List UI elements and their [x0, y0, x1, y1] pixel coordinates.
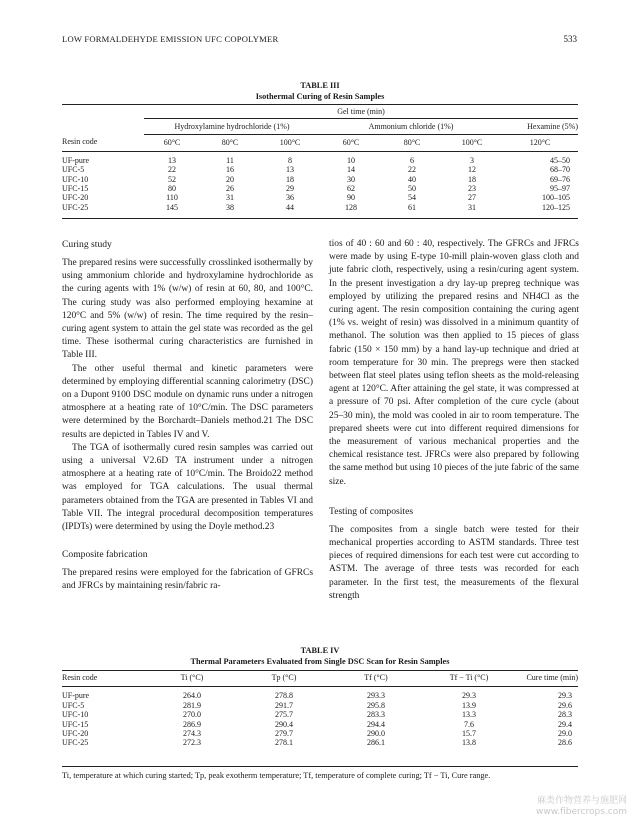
table3-cell: 120–125 — [542, 202, 570, 212]
table3-cell: 40 — [408, 174, 416, 184]
table3-group-hydroxylamine: Hydroxylamine hydrochloride (1%) — [144, 119, 320, 134]
table3-cell: 90 — [347, 193, 355, 203]
right-column — [329, 238, 579, 603]
table4-cell: 264.0 — [183, 691, 201, 701]
table3-cell: 22 — [168, 165, 176, 175]
table4-row — [62, 720, 578, 729]
table4-head: Tp (°C) — [271, 673, 297, 682]
table3-cell: UF-pure — [62, 155, 90, 165]
table4-cell: 274.3 — [183, 729, 201, 739]
running-title: LOW FORMALDEHYDE EMISSION UFC COPOLYMER — [62, 34, 279, 44]
table4-cell: 28.3 — [558, 710, 572, 720]
page-number: 533 — [563, 34, 577, 44]
table4-cell: 293.3 — [367, 691, 385, 701]
table4-cell: UFC-20 — [62, 729, 89, 739]
table3-group-ammonium: Ammonium chloride (1%) — [320, 119, 502, 134]
table3-cell: 18 — [286, 174, 294, 184]
table4-cell: 272.3 — [183, 738, 201, 748]
table4-cell: UFC-25 — [62, 738, 89, 748]
table4-label: TABLE IV — [300, 646, 340, 655]
table4-cell: 279.7 — [275, 729, 293, 739]
table3-cell: UFC-20 — [62, 193, 89, 203]
table4-cell: 29.6 — [558, 700, 572, 710]
table3-cell: 145 — [166, 202, 178, 212]
table3-cell: UFC-5 — [62, 165, 85, 175]
table3-cell: 14 — [347, 165, 355, 175]
table3-cell: 110 — [166, 193, 178, 203]
paragraph: The prepared resins were employed for the fabrication of GFRCs and JFRCs by maintaining resin/fabric ra- — [62, 568, 313, 592]
table4-head-row — [62, 673, 578, 687]
table4-cell: 286.9 — [183, 719, 201, 729]
table4-row — [62, 729, 578, 738]
table3-cell: 100–105 — [542, 193, 570, 203]
table3-cell: 80 — [168, 183, 176, 193]
table3-cell: 20 — [226, 174, 234, 184]
table3-temp: 60°C — [163, 137, 181, 147]
table3-cell: 31 — [468, 202, 476, 212]
table4-top-rule — [62, 670, 578, 671]
table3-cell: UFC-25 — [62, 202, 89, 212]
table4-cell: 290.4 — [275, 719, 293, 729]
table3-cell: 10 — [347, 155, 355, 165]
table3-cell: 8 — [288, 155, 292, 165]
table3-cell: 44 — [286, 202, 294, 212]
table4-caption — [62, 645, 578, 667]
table4-title: Thermal Parameters Evaluated from Single DSC Scan for Resin Samples — [190, 657, 450, 666]
table4-cell: 28.6 — [558, 738, 572, 748]
table4-cell: 29.3 — [462, 691, 476, 701]
table4-cell: 15.7 — [462, 729, 476, 739]
table4-cell: 290.0 — [367, 729, 385, 739]
table4-cell: UFC-5 — [62, 700, 85, 710]
table3-cell: UFC-10 — [62, 174, 89, 184]
section-heading-testing: Testing of composites — [329, 505, 414, 517]
table3-row — [62, 165, 578, 174]
table3-cell: 38 — [226, 202, 234, 212]
table3-row-header: Resin code — [62, 137, 98, 147]
table4-cell: 29.4 — [558, 719, 572, 729]
table4-cell: 278.8 — [275, 691, 293, 701]
table4-head: Ti (°C) — [180, 673, 204, 682]
table3-cell: 27 — [468, 193, 476, 203]
watermark-line: www.fibercrops.com — [536, 807, 627, 817]
table3-cell: 26 — [226, 183, 234, 193]
table3-temp-row — [62, 134, 578, 151]
table4-row — [62, 738, 578, 747]
table3-row — [62, 156, 578, 165]
table3-cell: 13 — [168, 155, 176, 165]
table4 — [62, 673, 578, 748]
table4-cell: UFC-10 — [62, 710, 89, 720]
table3-cell: 128 — [345, 202, 357, 212]
paragraph: The composites from a single batch were tested for their mechanical properties according to ASTM standards. Three test pieces of required dimensions for each test were cut according to ASTM. The average of three tests was recorded for each parameter. In the first test, the measurements of the flexural strength — [329, 524, 579, 601]
watermark-line: 麻类作物营养与施肥网 — [536, 796, 627, 806]
table4-row — [62, 710, 578, 719]
paragraph: tios of 40 : 60 and 60 : 40, respectively. The GFRCs and JFRCs were made by using E-type 10-mill plain-woven glass cloth and jute fabric cloth, respectively, using a resin/curing agent system. In the present investigation a dry lay-up prepreg technique was employed by utilizing the prepared resins and NH4Cl as the curing agent. The resin composition containing the curing agent (1% vs. weight of resin) was dissolved in a minimum quantity of methanol. The solution was then applied to 15 pieces of glass fabric (150 × 150 mm) by a hand lay-up technique and dried at room temperature for 30 min. The prepregs were then stacked between flat steel plates using teflon sheets as the mold-releasing agent at 120°C. After attaining the gel state, it was compressed at a pressure of 70 psi. After completion of the cure cycle (about 25–30 min), the mold was cooled in air to room temperature. The prepared sheets were cut into different required dimensions for the measurement of various mechanical properties and the chemical resistance test. JFRCs were also prepared by following the same method but using 10 pieces of the jute fabric of the same size. — [329, 239, 579, 487]
table3-cell: 13 — [286, 165, 294, 175]
table3-cell: 18 — [468, 174, 476, 184]
table3-cell: 11 — [226, 155, 234, 165]
table4-row — [62, 691, 578, 700]
table4-cell: 275.7 — [275, 710, 293, 720]
table4-cell: 13.9 — [462, 700, 476, 710]
table3-cell: 29 — [286, 183, 294, 193]
section-heading-curing-study: Curing study — [62, 239, 112, 250]
table3-cell: 62 — [347, 183, 355, 193]
table3-title: Isothermal Curing of Resin Samples — [255, 92, 385, 101]
table4-head: Tf − Ti (°C) — [449, 673, 489, 682]
table4-cell: 13.3 — [462, 710, 476, 720]
paragraph: The TGA of isothermally cured resin samples was carried out using a universal V2.6D TA instrument under a nitrogen atmosphere at a heating rate of 10°C/min. The Broido22 method was employed for TGA calculations. The usual thermal parameters obtained from the TGA are presented in Tables VI and Table VII. The integral procedural decomposition temperatures (IPDTs) were determined by using the Doyle method.23 — [62, 442, 313, 533]
table4-cell: 29.3 — [558, 691, 572, 701]
table3-group-row — [62, 119, 578, 134]
table4-bottom-rule — [62, 766, 578, 767]
table4-cell: 13.8 — [462, 738, 476, 748]
table3-spanner-row — [62, 107, 578, 119]
table4-cell: UF-pure — [62, 691, 90, 701]
table3-temp: 100°C — [461, 137, 483, 147]
table4-cell: 278.1 — [275, 738, 293, 748]
table4-cell: 7.6 — [464, 719, 474, 729]
table3-cell: 45–50 — [550, 155, 570, 165]
table3-caption — [62, 80, 578, 102]
table4-cell: 283.3 — [367, 710, 385, 720]
table3-bottom-rule — [62, 218, 578, 219]
table3-row — [62, 203, 578, 212]
table4-row — [62, 701, 578, 710]
table3-temp: 100°C — [279, 137, 301, 147]
table4-cell: 270.0 — [183, 710, 201, 720]
table3-cell: 22 — [408, 165, 416, 175]
table3-cell: 3 — [470, 155, 474, 165]
table3-row — [62, 193, 578, 202]
table3-cell: 50 — [408, 183, 416, 193]
table3-cell: 61 — [408, 202, 416, 212]
table3-row — [62, 184, 578, 193]
table4-cell: UFC-15 — [62, 719, 89, 729]
watermark — [536, 796, 627, 818]
table3-cell: 30 — [347, 174, 355, 184]
table4-cell: 291.7 — [275, 700, 293, 710]
table3-cell: 23 — [468, 183, 476, 193]
table3-cell: 54 — [408, 193, 416, 203]
table3-cell: 16 — [226, 165, 234, 175]
table3-temp: 60°C — [342, 137, 360, 147]
table4-cell: 294.4 — [367, 719, 385, 729]
table4-head: Tf (°C) — [364, 673, 388, 682]
table3-group-hexamine: Hexamine (5%) — [502, 119, 578, 134]
table3-cell: 52 — [168, 174, 176, 184]
table3-temp: 80°C — [221, 137, 239, 147]
table4-head: Cure time (min) — [526, 673, 578, 682]
table3-temp: 80°C — [403, 137, 421, 147]
table3-cell: 12 — [468, 165, 476, 175]
paragraph: The other useful thermal and kinetic parameters were determined by employing differential scanning calorimetry (DSC) on a Dupont 9100 DSC module on dynamic runs under a nitrogen atmosphere at a heating rate of 10°C/min. The DSC parameters were determined by the Borchardt–Daniels method.21 The DSC results are depicted in Tables IV and V. — [62, 363, 313, 440]
table3-cell: 6 — [410, 155, 414, 165]
paragraph: The prepared resins were successfully crosslinked isothermally by using ammonium chloride and hydroxylamine hydrochloride as the curing agents with 1% (w/w) of resin at 60, 80, and 100°C. The curing study was also performed employing hexamine at 120°C and 5% (w/w) of resin. The time required by the resin–curing agent system to attain the gel state was recorded as the gel time. These isothermal curing characteristics are furnished in Table III. — [62, 258, 313, 361]
table3-row — [62, 175, 578, 184]
table3 — [62, 107, 578, 212]
table3-cell: 68–70 — [550, 165, 570, 175]
table4-cell: 286.1 — [367, 738, 385, 748]
table3-top-rule — [62, 104, 578, 105]
section-heading-composite-fabrication: Composite fabrication — [62, 549, 148, 561]
left-column — [62, 238, 313, 594]
table4-cell: 29.0 — [558, 729, 572, 739]
table4-cell: 295.8 — [367, 700, 385, 710]
table3-cell: UFC-15 — [62, 183, 89, 193]
table4-head: Resin code — [62, 673, 98, 682]
table4-cell: 281.9 — [183, 700, 201, 710]
table3-cell: 31 — [226, 193, 234, 203]
table3-cell: 95–97 — [550, 183, 570, 193]
table4-footnote: Ti, temperature at which curing started; Tp, peak exotherm temperature; Tf, temperature of complete curing; Tf − Ti, Cure range. — [62, 771, 491, 780]
table3-cell: 69–76 — [550, 174, 570, 184]
table3-temp: 120°C — [529, 137, 551, 147]
table3-cell: 36 — [286, 193, 294, 203]
table3-spanner: Gel time (min) — [144, 107, 578, 119]
table3-label: TABLE III — [300, 81, 340, 90]
